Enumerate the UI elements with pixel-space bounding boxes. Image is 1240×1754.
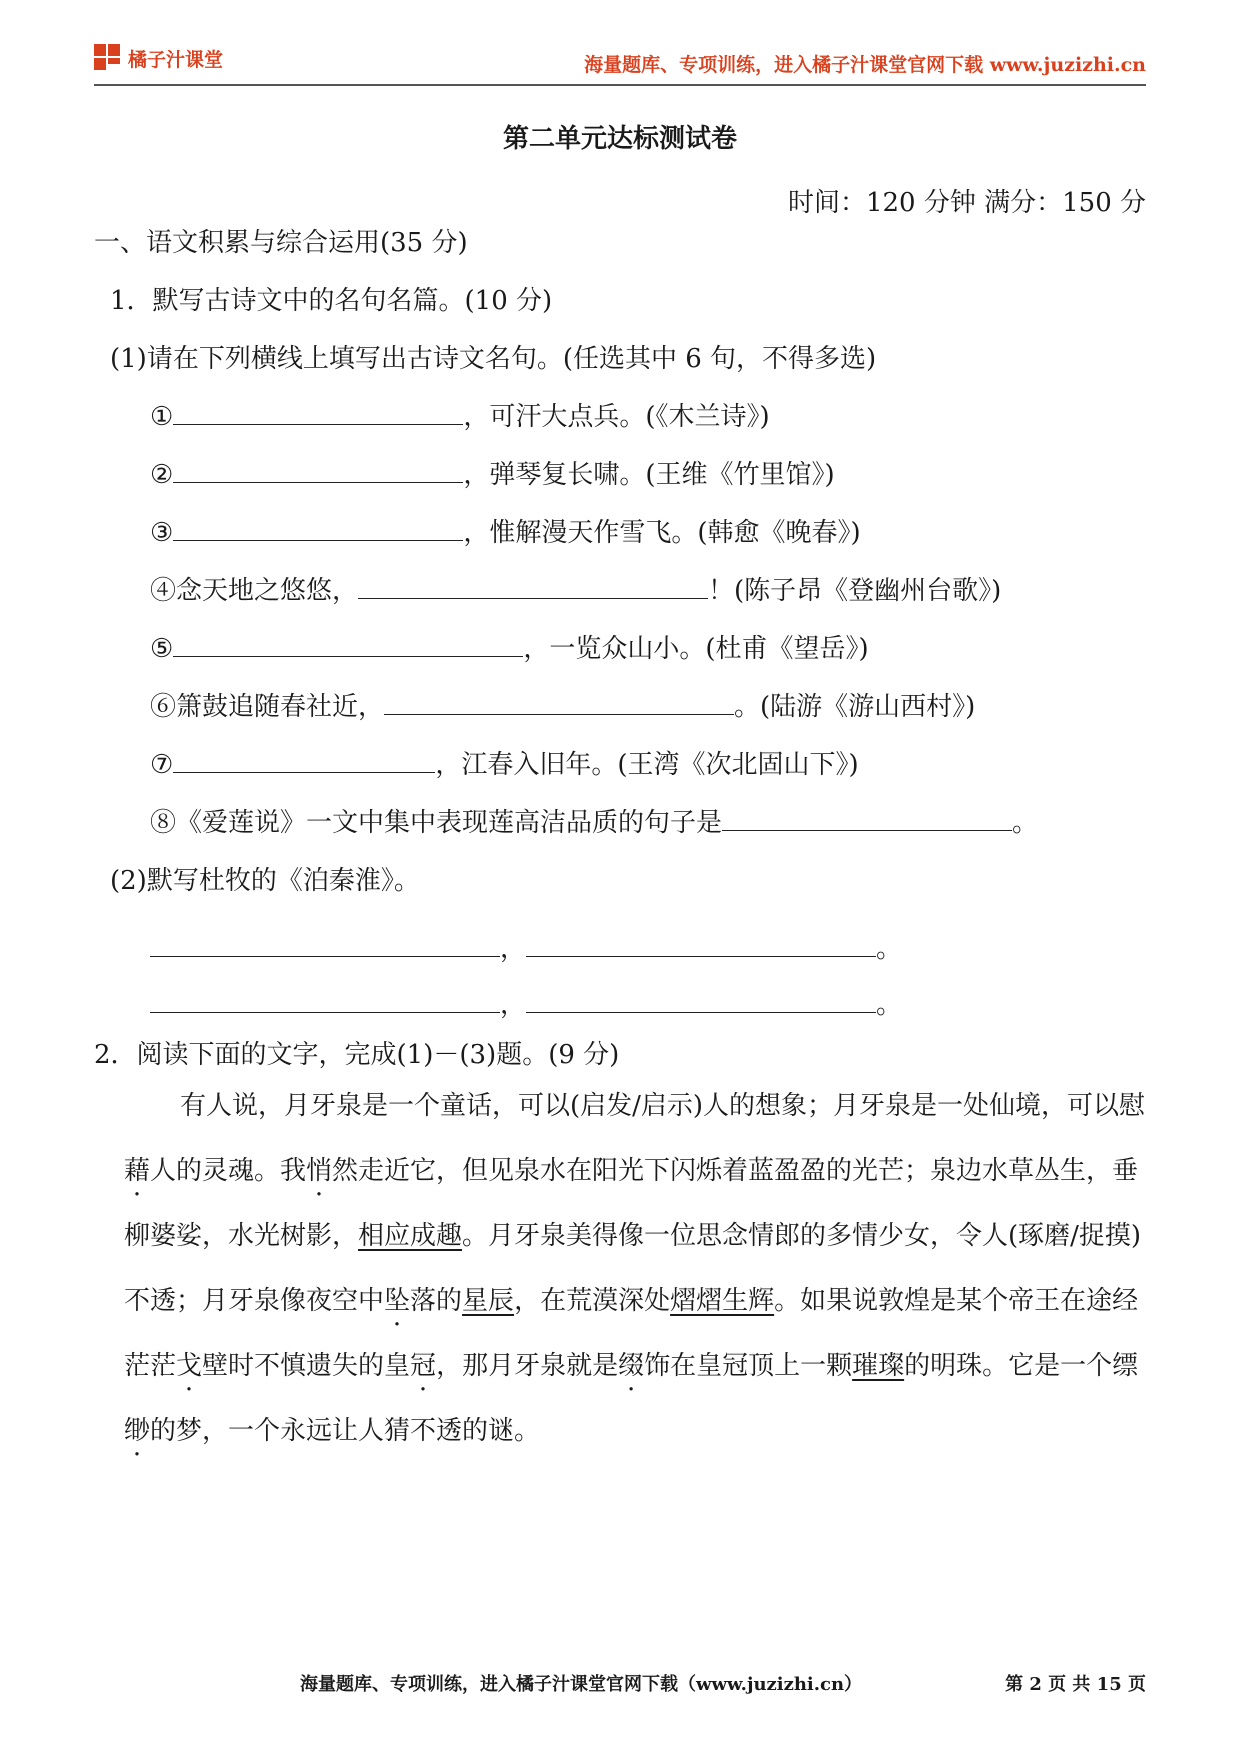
reading-passage	[124, 1074, 1152, 1464]
fill-item-suffix: 。	[1012, 808, 1039, 838]
fill-item-prefix: ①	[150, 402, 174, 432]
fill-item-suffix: ，江春入旧年。(王湾《次北固山下》)	[435, 750, 859, 780]
passage-text: 然走近它，但见泉水在阳光下闪烁着蓝盈盈的光芒；泉边水草丛生，垂柳婆娑，水光树影，	[124, 1156, 1139, 1251]
question-2-heading: 2．阅读下面的文字，完成(1)－(3)题。(9 分)	[94, 1040, 620, 1070]
question-1-sub2: (2)默写杜牧的《泊秦淮》。	[110, 866, 420, 896]
answer-blank[interactable]	[173, 634, 523, 657]
dotted-char: 缈	[124, 1416, 151, 1446]
underlined-phrase: 璀璨	[852, 1351, 905, 1381]
answer-blank[interactable]	[150, 990, 500, 1013]
header-slogan: 海量题库、专项训练，进入橘子汁课堂官网下载 www.juzizhi.cn	[584, 54, 1146, 76]
page-number: 第 2 页 共 15 页	[1005, 1674, 1146, 1695]
header-divider	[94, 84, 1146, 86]
answer-blank[interactable]	[526, 934, 876, 957]
logo-text: 橘子汁课堂	[128, 48, 224, 71]
fill-item	[150, 744, 859, 781]
dotted-char: 戈	[176, 1351, 203, 1381]
dotted-char: 冠	[410, 1351, 437, 1381]
fill-item	[150, 628, 869, 665]
fill-item-prefix: ⑤	[150, 634, 174, 664]
poem-line	[150, 984, 902, 1021]
answer-blank[interactable]	[358, 576, 708, 599]
fill-item	[150, 396, 770, 433]
footer-text: 海量题库、专项训练，进入橘子汁课堂官网下载（www.juzizhi.cn）	[300, 1674, 863, 1695]
dotted-char: 缀	[618, 1351, 645, 1381]
answer-blank[interactable]	[722, 808, 1012, 831]
passage-text: 的明珠。它是一个缥	[904, 1351, 1139, 1381]
answer-blank[interactable]	[173, 750, 435, 773]
passage-text: 。月牙泉美得像一位思念情郎的多情少女，令人(琢磨/捉摸)不透；月牙泉像夜空中	[124, 1221, 1142, 1316]
passage-text: 人的灵魂。我	[150, 1156, 307, 1186]
passage-text: 有人说，月牙泉是一个童话，可以(启发/启示)人的想象；月牙泉是一处仙境，可以慰	[180, 1091, 1146, 1121]
question-1-sub1: (1)请在下列横线上填写出古诗文名句。(任选其中 6 句，不得多选)	[110, 344, 877, 374]
fill-item-suffix: 。(陆游《游山西村》)	[734, 692, 976, 722]
exam-meta: 时间：120 分钟 满分：150 分	[787, 188, 1146, 218]
question-1-heading: 1．默写古诗文中的名句名篇。(10 分)	[110, 286, 553, 316]
dotted-char: 坠	[384, 1286, 411, 1316]
punctuation: ，	[500, 934, 527, 964]
fill-item	[150, 802, 1038, 839]
fill-item-prefix: ③	[150, 518, 174, 548]
fill-item-suffix: ，弹琴复长啸。(王维《竹里馆》)	[463, 460, 835, 490]
page-header	[94, 38, 1146, 80]
passage-text: 落的	[410, 1286, 463, 1316]
underlined-phrase: 熠熠生辉	[670, 1286, 775, 1316]
answer-blank[interactable]	[173, 460, 463, 483]
answer-blank[interactable]	[173, 402, 463, 425]
dotted-char: 藉	[124, 1156, 151, 1186]
dotted-char: 悄	[306, 1156, 333, 1186]
passage-text: 。如果说敦煌是某个帝王在途经茫茫	[124, 1286, 1139, 1381]
passage-text: 壁时不慎遗失的皇	[202, 1351, 411, 1381]
fill-item-prefix: ⑥箫鼓追随春社近，	[150, 692, 385, 722]
passage-text: 的梦，一个永远让人猜不透的谜。	[150, 1416, 541, 1446]
fill-item	[150, 686, 975, 723]
passage-text: ，在荒漠深处	[514, 1286, 671, 1316]
punctuation: ，	[500, 990, 527, 1020]
logo-icon	[94, 44, 122, 72]
page-title: 第二单元达标测试卷	[502, 124, 737, 154]
punctuation: 。	[876, 990, 903, 1020]
fill-item	[150, 454, 835, 491]
underlined-phrase: 星辰	[462, 1286, 515, 1316]
answer-blank[interactable]	[384, 692, 734, 715]
fill-item-prefix: ④念天地之悠悠，	[150, 576, 359, 606]
logo	[94, 44, 223, 72]
underlined-phrase: 相应成趣	[358, 1221, 463, 1251]
fill-item-prefix: ②	[150, 460, 174, 490]
fill-item-prefix: ⑦	[150, 750, 174, 780]
section-heading: 一、语文积累与综合运用(35 分)	[94, 228, 468, 258]
answer-blank[interactable]	[526, 990, 876, 1013]
fill-item	[150, 512, 861, 549]
passage-text: 饰在皇冠顶上一颗	[644, 1351, 853, 1381]
fill-item	[150, 570, 1001, 607]
passage-text: ，那月牙泉就是	[436, 1351, 619, 1381]
fill-item-suffix: ！(陈子昂《登幽州台歌》)	[708, 576, 1002, 606]
poem-line	[150, 928, 902, 965]
fill-item-suffix: ，可汗大点兵。(《木兰诗》)	[463, 402, 770, 432]
fill-item-prefix: ⑧《爱莲说》一文中集中表现莲高洁品质的句子是	[150, 808, 723, 838]
fill-item-suffix: ，惟解漫天作雪飞。(韩愈《晚春》)	[463, 518, 861, 548]
answer-blank[interactable]	[150, 934, 500, 957]
answer-blank[interactable]	[173, 518, 463, 541]
fill-item-suffix: ，一览众山小。(杜甫《望岳》)	[523, 634, 869, 664]
punctuation: 。	[876, 934, 903, 964]
